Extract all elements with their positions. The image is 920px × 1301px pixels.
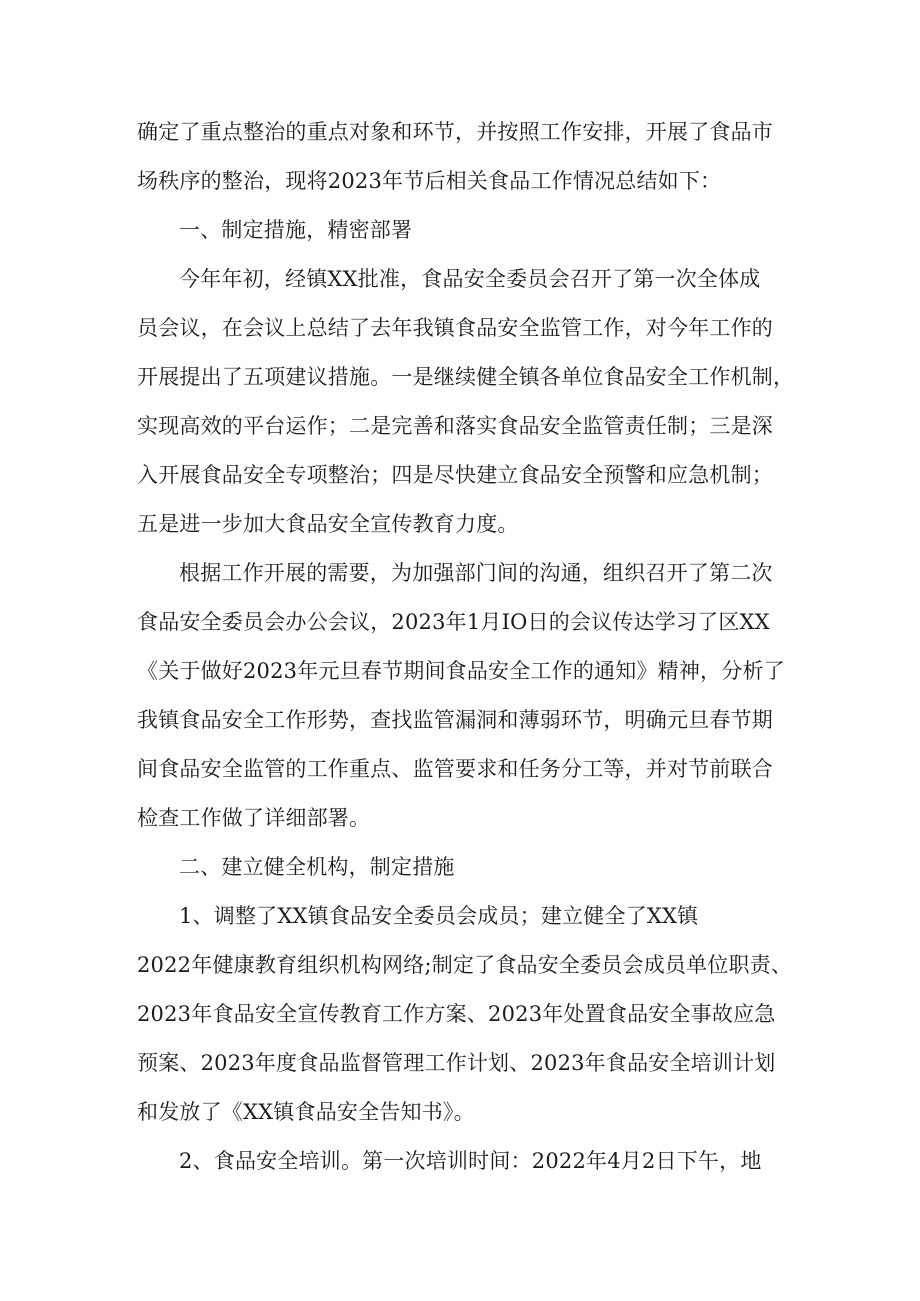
text-line: 根据工作开展的需要，为加强部门间的沟通，组织召开了第二次	[179, 561, 773, 585]
text-line: 实现高效的平台运作；二是完善和落实食品安全监管责任制；三是深	[137, 414, 773, 438]
section-heading: 一、制定措施，精密部署	[179, 218, 413, 242]
text-line: 1、调整了XX镇食品安全委员会成员；建立健全了XX镇	[179, 904, 699, 928]
text-line: 确定了重点整治的重点对象和环节，并按照工作安排，开展了食品市	[137, 120, 773, 144]
text-line: 和发放了《XX镇食品安全告知书》。	[137, 1100, 475, 1124]
text-line: 开展提出了五项建议措施。一是继续健全镇各单位食品安全工作机制，	[137, 365, 795, 389]
text-line: 预案、2023年度食品监督管理工作计划、2023年食品安全培训计划	[137, 1051, 776, 1075]
text-line: 今年年初，经镇XX批准，食品安全委员会召开了第一次全体成	[179, 267, 761, 291]
text-line: 食品安全委员会办公会议，2023年1月IO日的会议传达学习了区XX	[137, 610, 770, 634]
text-line: 场秩序的整治，现将2023年节后相关食品工作情况总结如下：	[137, 169, 722, 193]
text-line: 2、食品安全培训。第一次培训时间：2022年4月2日下午，地	[179, 1149, 762, 1173]
text-line: 五是进一步加大食品安全宣传教育力度。	[137, 512, 519, 536]
text-line: 检查工作做了详细部署。	[137, 806, 371, 830]
text-line: 我镇食品安全工作形势，查找监管漏洞和薄弱环节，明确元旦春节期	[137, 708, 773, 732]
text-line: 2022年健康教育组织机构网络;制定了食品安全委员会成员单位职责、	[137, 953, 793, 977]
text-line: 员会议，在会议上总结了去年我镇食品安全监管工作，对今年工作的	[137, 316, 773, 340]
text-line: 间食品安全监管的工作重点、监管要求和任务分工等，并对节前联合	[137, 757, 773, 781]
text-line: 2023年食品安全宣传教育工作方案、2023年处置食品安全事故应急	[137, 1002, 776, 1026]
text-line: 《关于做好2023年元旦春节期间食品安全工作的通知》精神，分析了	[137, 659, 785, 683]
section-heading: 二、建立健全机构，制定措施	[179, 855, 455, 879]
text-line: 入开展食品安全专项整治；四是尽快建立食品安全预警和应急机制；	[137, 463, 773, 487]
